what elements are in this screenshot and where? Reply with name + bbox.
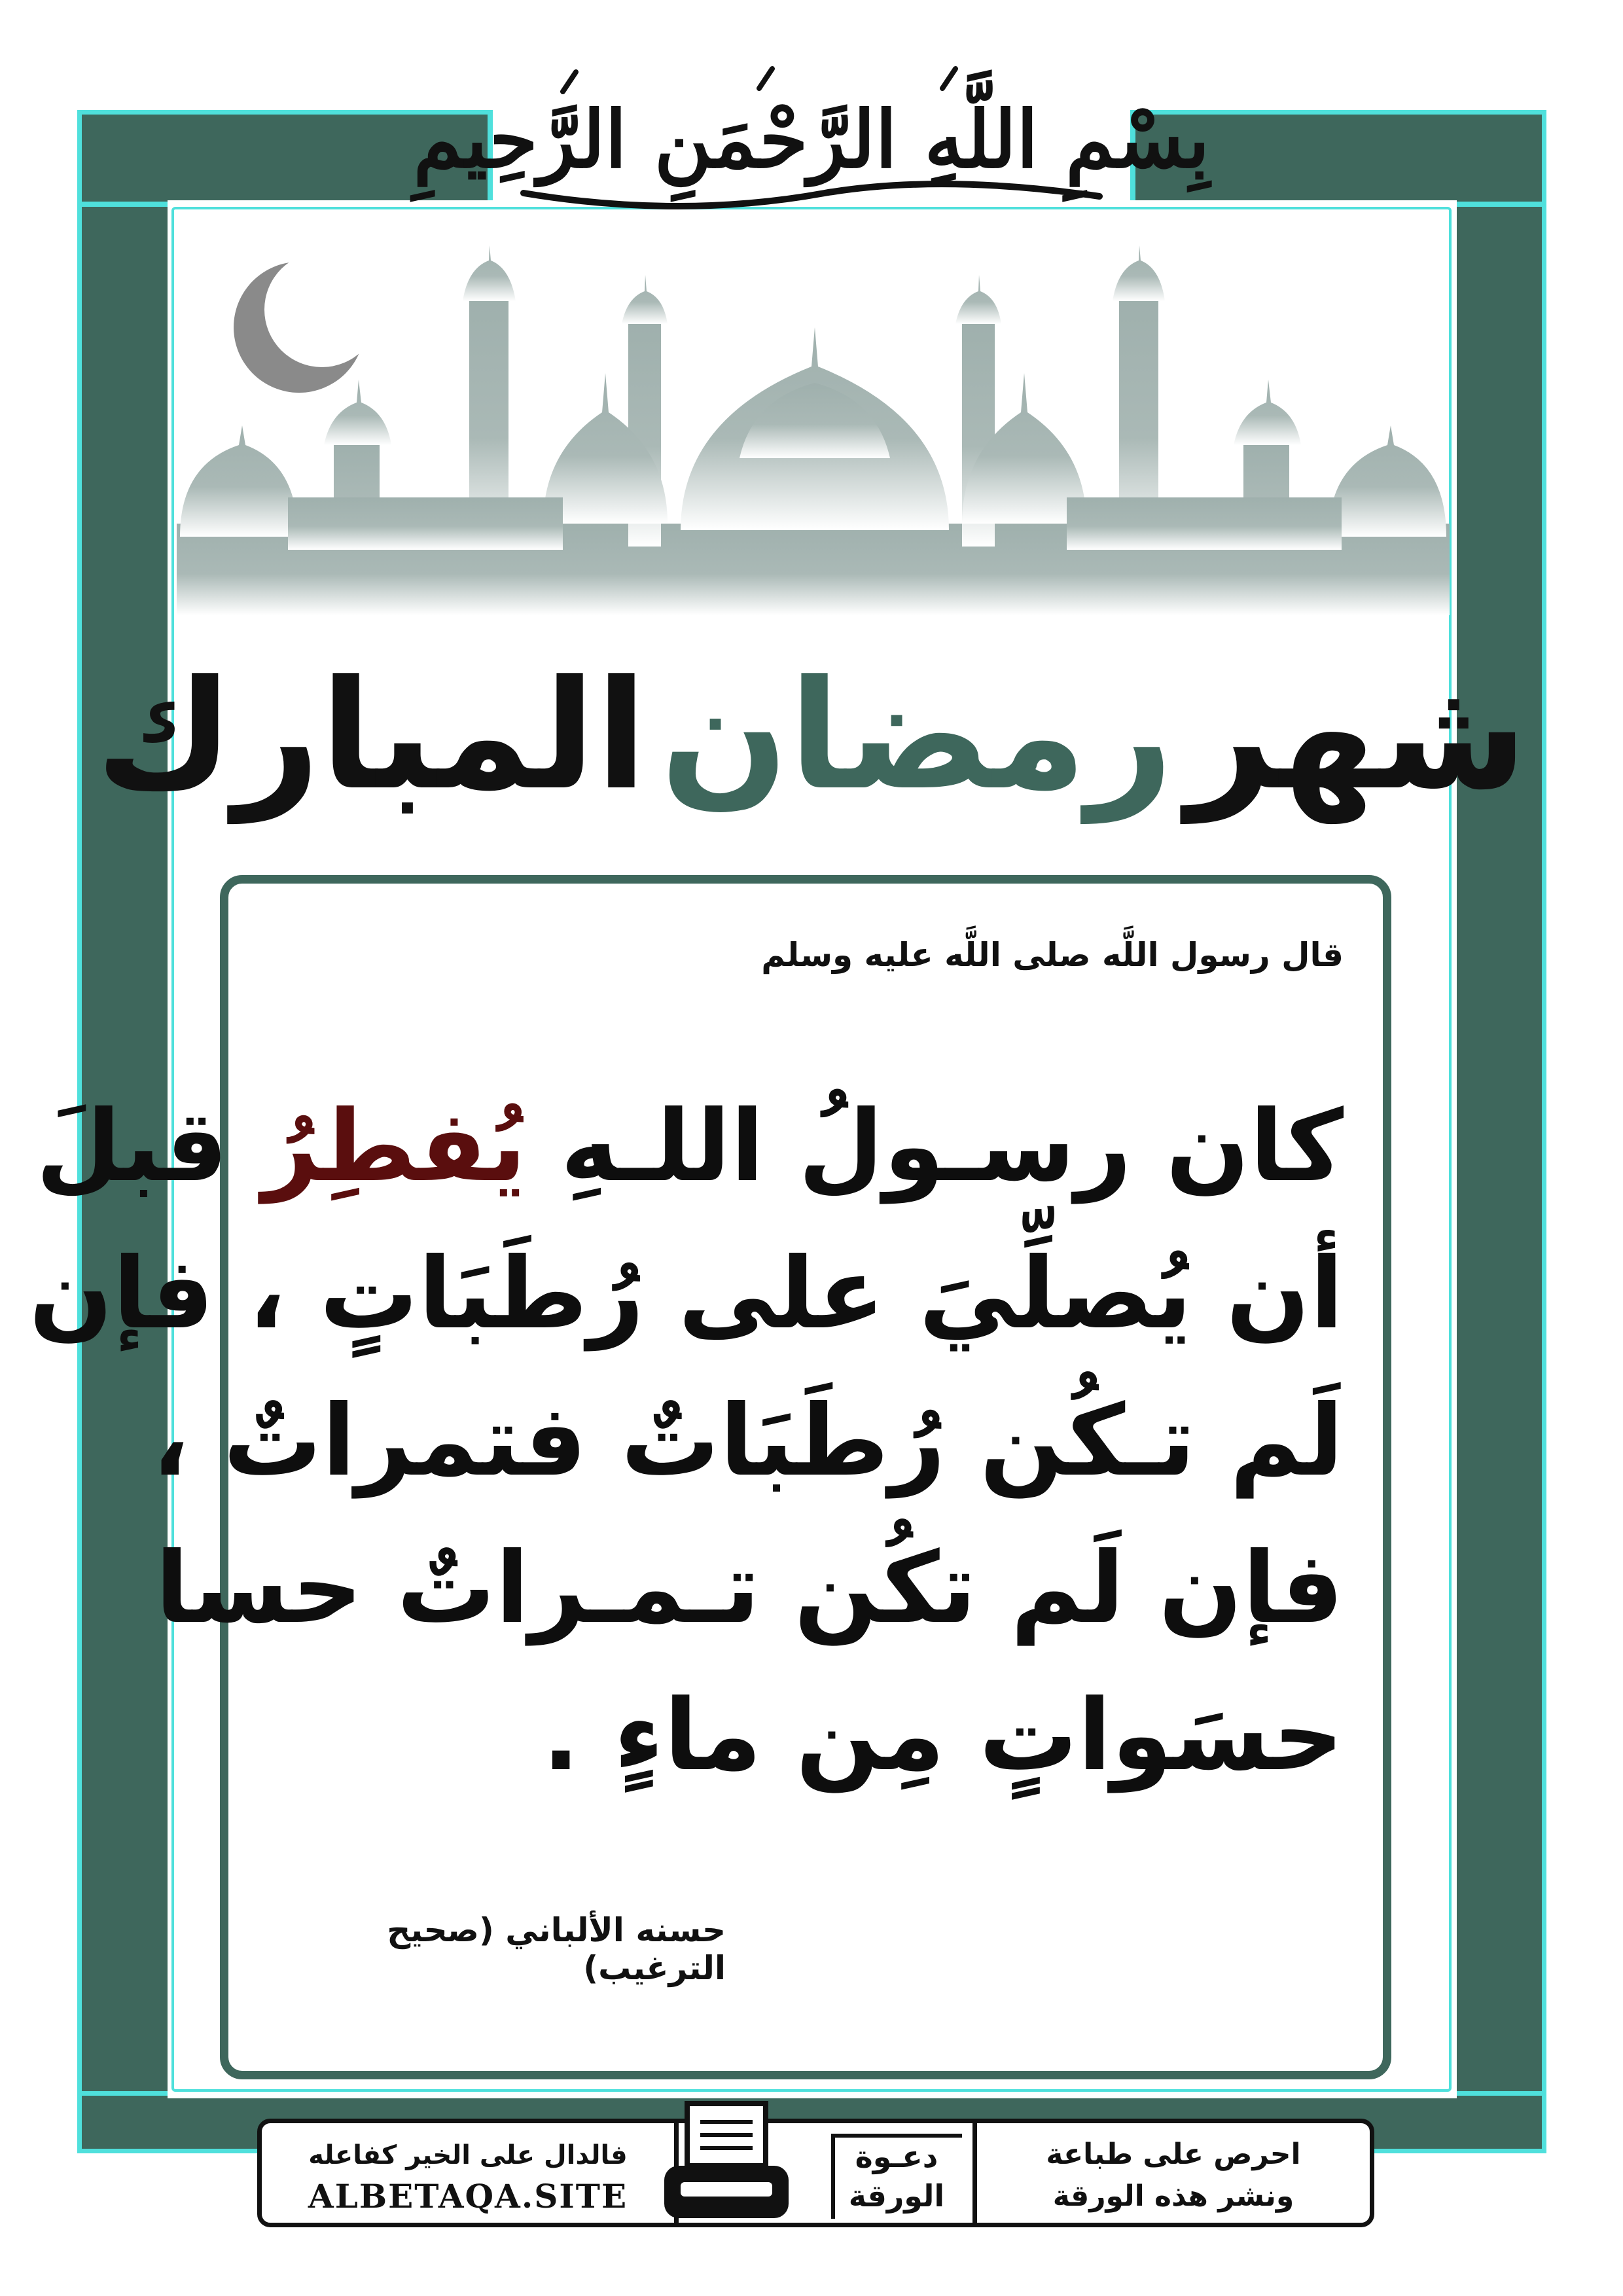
- logo-line-1: دعـوة: [855, 2139, 938, 2174]
- hadith-grading: حسنه الألباني (صحيح الترغيب): [387, 1911, 726, 1987]
- title-word-month: شهر: [1186, 649, 1528, 823]
- hadith-box: [29, 875, 1391, 2079]
- printer-icon: [661, 2104, 792, 2228]
- footer-proverb: فالدال على الخير كفاعله: [308, 2140, 628, 2170]
- basmala-text: بِسْمِ اللَّهِ الرَّحْمَنِ الرَّحِيمِ: [413, 94, 1210, 186]
- hadith-line-1b: قبلَ: [35, 1090, 228, 1204]
- frame-right-bar: [1456, 111, 1542, 2147]
- hadith-text: [29, 1073, 1344, 1810]
- logo-line-2: الورقة: [848, 2178, 945, 2214]
- dawat-alwaraqa-logo: [831, 2134, 962, 2219]
- hadith-line-3: لَم تـكُن رُطَبَاتٌ فتمراتٌ ،: [151, 1384, 1344, 1498]
- footer-website-link[interactable]: ALBETAQA.SITE: [308, 2177, 628, 2215]
- mosque-skyline-illustration: [177, 249, 1450, 615]
- hadith-line-5: حسَواتٍ مِن ماءٍ .: [542, 1679, 1344, 1793]
- hadith-line-4: فإن لَم تكُن تـمـراتٌ حسا: [155, 1532, 1344, 1645]
- footer-print-cell: [972, 2123, 1370, 2223]
- hadith-highlight-word: يُفطِرُ: [262, 1090, 527, 1204]
- hadith-line-2: أن يُصلِّيَ على رُطَبَاتٍ ، فإن: [29, 1237, 1344, 1351]
- footer-print-line-1: احرص على طباعة: [1046, 2138, 1301, 2171]
- title-word-ramadan: رمضان: [660, 649, 1173, 823]
- title-word-blessed: المبارك: [95, 649, 647, 823]
- hadith-line-1a: كان رسـولُ اللـهِ: [560, 1090, 1344, 1204]
- hadith-intro: قال رسول اللَّه صلى اللَّه عليه وسلم: [761, 936, 1344, 974]
- footer-website-cell: [262, 2123, 679, 2223]
- footer-print-line-2: ونشر هذه الورقة: [1052, 2179, 1294, 2213]
- page-title: [95, 628, 1528, 844]
- hadith-line-1: [35, 1073, 1344, 1221]
- basmala-calligraphy: [413, 52, 1210, 223]
- footer-bar: [257, 2119, 1374, 2227]
